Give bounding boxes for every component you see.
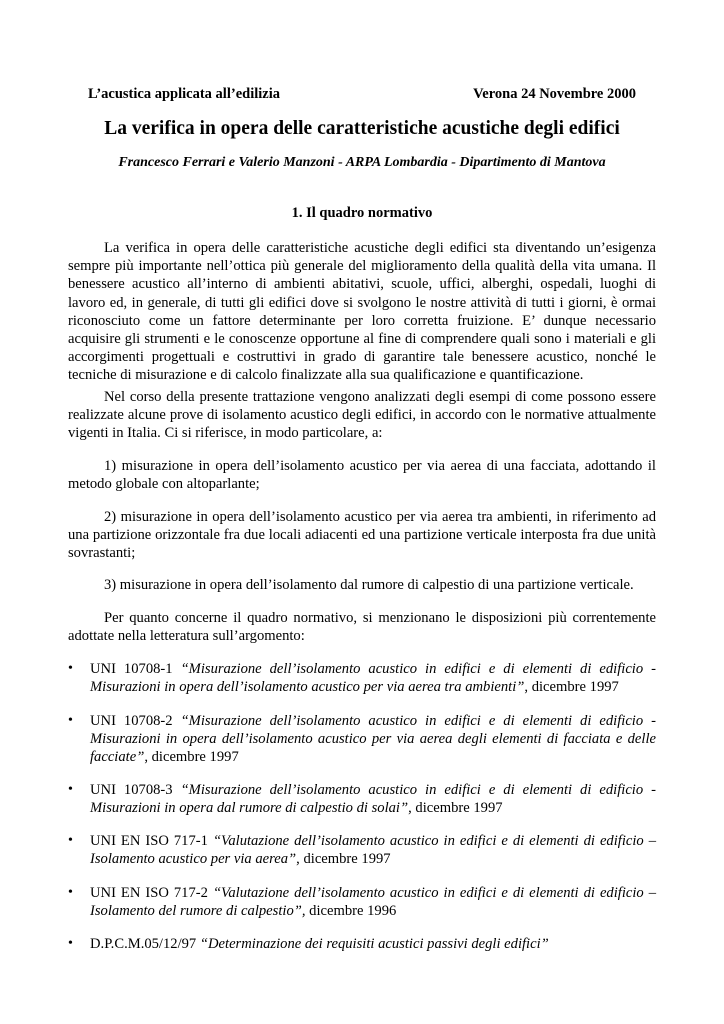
header-date-location: Verona 24 Novembre 2000	[473, 86, 636, 102]
running-header	[88, 86, 636, 103]
standard-date: , dicembre 1997	[296, 851, 391, 868]
standard-code: UNI 10708-2	[90, 713, 181, 729]
standard-code: D.P.C.M.05/12/97	[90, 936, 200, 952]
standard-code: UNI 10708-3	[90, 782, 181, 798]
standard-title: “Valutazione dell’isolamento acustico in edifici e di elementi di edificio – Isolamento del rumore di calpestio”,	[90, 885, 656, 920]
bullet-icon: •	[68, 833, 73, 848]
standard-code: UNI EN ISO 717-1	[90, 833, 213, 849]
standard-code: UNI EN ISO 717-2	[90, 885, 213, 901]
measurement-item-2: 2) misurazione in opera dell’isolamento acustico per via aerea tra ambienti, in riferimento ad una partizione orizzontale fra due locali adiacenti ed una partizione verticale interposta fra due unità sovrastanti;	[68, 509, 656, 562]
standard-date: dicembre 1996	[305, 903, 397, 920]
bullet-icon: •	[68, 885, 73, 900]
paper-title: La verifica in opera delle caratteristiche acustiche degli edifici	[104, 118, 620, 139]
bullet-icon: •	[68, 661, 73, 676]
bullet-icon: •	[68, 936, 73, 951]
standard-list-item	[68, 884, 656, 920]
scope-paragraph: Nel corso della presente trattazione vengono analizzati degli esempi di come possono essere realizzate alcune prove di isolamento acustico degli edifici, in accordo con le normative attualmente vigenti in Italia. Ci si riferisce, in modo particolare, a:	[68, 389, 656, 442]
section-heading: 1. Il quadro normativo	[291, 205, 433, 221]
standard-list-item	[68, 832, 656, 868]
measurement-item-1: 1) misurazione in opera dell’isolamento acustico per via aerea di una facciata, adottando il metodo globale con altoparlante;	[68, 458, 656, 493]
standard-title: “Misurazione dell’isolamento acustico in edifici e di elementi di edificio - Misurazioni in opera dal rumore di calpestio di solai”	[90, 782, 656, 817]
standard-code: UNI 10708-1	[90, 661, 181, 677]
intro-paragraph: La verifica in opera delle caratteristiche acustiche degli edifici sta diventando un’esigenza sempre più importante nell’ottica più generale del miglioramento della qualità della vita umana. Il benessere acustico all’interno di ambienti abitativi, scuole, uffici, alberghi, ospedali, luoghi di lavoro ed, in generale, di tutti gli edifici dove si svolgono le nostre attività di tutti i giorni, è ormai riconosciuto come un fattore determinante per loro corretta fruizione. E’ dunque necessario acquisire gli strumenti e le conoscenze opportune al fine di comprendere quali sono i materiali e gli accorgimenti progettuali e costruttivi in grado di garantire tale benessere acustico, nonché le tecniche di misurazione e di calcolo finalizzate alla sua qualificazione e quantificazione.	[68, 240, 656, 384]
standards-intro-paragraph: Per quanto concerne il quadro normativo, si menzionano le disposizioni più correntemente adottate nella letteratura sull’argomento:	[68, 610, 656, 645]
bullet-icon: •	[68, 782, 73, 797]
standard-title: “Determinazione dei requisiti acustici passivi degli edifici”	[199, 936, 549, 952]
standard-list-item	[68, 781, 656, 817]
standard-date: , dicembre 1997	[524, 679, 619, 696]
standard-title: “Misurazione dell’isolamento acustico in edifici e di elementi di edificio - Misurazioni in opera dell’isolamento acustico per via aerea degli elementi di facciata e delle facciate”	[90, 713, 656, 766]
standard-title: “Misurazione dell’isolamento acustico in edifici e di elementi di edificio - Misurazioni in opera dell’isolamento acustico per via aerea tra ambienti”	[90, 661, 656, 696]
header-conference-title: L’acustica applicata all’edilizia	[88, 86, 280, 102]
bullet-icon: •	[68, 713, 73, 728]
standard-list-item	[68, 712, 656, 767]
standard-list-item	[68, 660, 656, 696]
standard-title: “Valutazione dell’isolamento acustico in edifici e di elementi di edificio – Isolamento acustico per via aerea”	[90, 833, 656, 868]
measurement-item-3: 3) misurazione in opera dell’isolamento dal rumore di calpestio di una partizione verticale.	[104, 577, 634, 593]
standard-list-item	[68, 935, 656, 953]
standard-date: , dicembre 1997	[408, 800, 503, 817]
paper-authors: Francesco Ferrari e Valerio Manzoni - ARPA Lombardia - Dipartimento di Mantova	[118, 155, 606, 170]
standard-date: , dicembre 1997	[144, 749, 239, 766]
